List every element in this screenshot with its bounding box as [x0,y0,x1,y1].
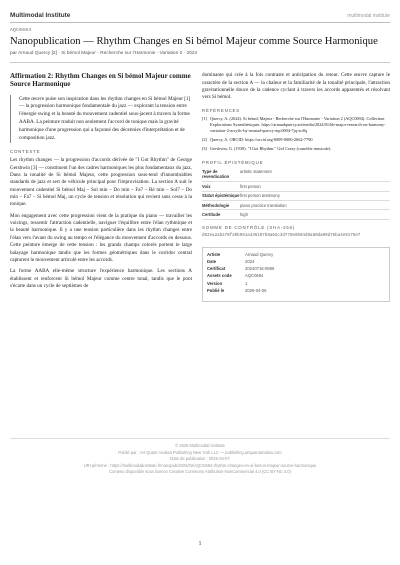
profile-value: first person [240,182,390,191]
top-bar [10,12,390,23]
footer-date: Date de publication : 2026-04-07 [170,456,230,462]
meta-value: 2026-04-06 [245,287,267,293]
profile-key: Statut épistémique [202,191,240,200]
reference-number: [1] [202,115,208,121]
reference-number: [3] [202,145,208,151]
byline: par Arnaud Quercy [2] · Si bémol Majeur - Recherche sur l'Harmonie - Variation 2 · 2024 [10,51,390,63]
table-row [202,191,390,200]
body-paragraph: Les rhythm changes — la progression d'accords dérivée de "I Got Rhythm" de George Gershwin [3] — constituent l'un des cadres harmoniques les plus fondamentaux du jazz. Dans la tonalité de Si bémol Majeur, cette progression sous-tend d'innombrables standards de jazz et sert de véhicule principal pour l'improvisation. La section A suit le mouvement cadentiel Si bémol Maj – Sol min – Do min – Fa7 – Ré min – Sol7 – Do min – Fa7 – Si bémol Maj, un cycle de tension et résolution qui revient sans cesse à la tonique. [10,157,192,208]
footer-license: Contenu disponible sous licence Creative Commons Attribution-NonCommercial 4.0 (CC BY-NC 4.0) [109,469,291,475]
profile-value: first person testimony [240,191,390,200]
metadata-box [202,247,390,302]
checksum-value: d62ea2a5278f20b991a436107b9a62c3d770e9b94d9a80da09d75ba4e9175e7 [202,233,361,238]
table-row [202,210,390,219]
references-list [202,116,390,152]
table-row [207,280,385,287]
table-row [207,287,385,294]
meta-value: 1 [245,280,248,286]
table-row [202,168,390,182]
footer-copyright: © 2026 Multimodal Institute [175,443,225,448]
table-row [207,251,385,258]
reference-text[interactable]: Quercy, A. (2024). Si bémol Majeur - Recherche sur l'Harmonie - Variation 2 (AQC0694). Collection Explorations Synesthésiques. https://arnaudquercy.art/media/2024/01/bb-major-research-on-harmony-variation-2-acrylic-by-arnaud-quercy-aqc0694-7jq-xo8q [210,115,386,133]
reference-text: Gershwin, G. (1930). "I Got Rhythm." Girl Crazy (comédie musicale). [210,145,332,151]
affirmation-heading: Affirmation 2: Rhythm Changes en Si bémol Majeur comme Source Harmonique [10,72,191,89]
reference-item [202,146,390,152]
meta-key: Publié le [207,287,225,293]
meta-key: Artiste [207,251,221,257]
brand-name: Multimodal Institute [10,12,71,19]
footer-uri[interactable]: URI pérenne : https://multimodalinstitute.fr/nanopub/2026/02/AQC0694-rhythm-changes-en-si-bemol-majeur-source-harmonique [83,462,317,468]
body-paragraph: La forme AABA elle-même structure l'expérience harmonique. Les sections A établissent et renforcent Si bémol Majeur comme centre tonal, tandis que le pont s'écarte dans un cycle de septièmes de [10,268,192,289]
references-label: RÉFÉRENCES [202,107,241,113]
meta-key: Version [207,280,223,286]
table-row [207,258,385,265]
profile-label: PROFIL ÉPISTÉMIQUE [202,159,264,165]
checksum-label: SOMME DE CONTRÔLE (SHA-256) [202,224,296,230]
footer-publisher[interactable]: Publié par : Art Quant Analisa Publishing New York LLC — publishing.artquantanalisa.com [118,449,282,455]
meta-value: Arnaud Quercy [245,251,274,257]
table-row [202,200,390,209]
page-footer [10,438,390,476]
reference-item [202,116,390,134]
left-column [10,72,192,302]
meta-key: Certificat [207,266,226,272]
profile-key: Méthodologie [202,200,240,209]
profile-key: Certitude [202,210,240,219]
reference-text[interactable]: Quercy, A. ORCID: https://orcid.org/0009-0000-2662-7790 [210,136,313,142]
profile-value: high [240,210,390,219]
profile-key: Voix [202,182,240,191]
document-id: AQC0694 [10,28,32,33]
meta-value: AQC0694 [245,273,264,279]
body-paragraph-continued: dominante qui crée à la fois contraste et anticipation du retour. Cette œuvre capture le caractère de la section A — la chaleur et la familiarité de la tonalité principale, l'attraction gravitationnelle douce de la cadence cyclant à travers les accords apparentés et résolvant vers Si bémol. [202,72,390,101]
meta-key: Date [207,258,217,264]
meta-value: 20240716-0596 [245,266,275,272]
metadata-table [207,251,385,294]
table-row [207,265,385,272]
page-number: 1 [198,541,202,547]
profile-key: Type de revendication [202,168,240,182]
table-row [202,182,390,191]
meta-key: Assets code [207,273,232,279]
brand-name-right: multimodal institute [347,13,390,19]
context-label: CONTEXTE [10,149,41,155]
abstract-quote: Cette œuvre puise son inspiration dans les rhythm changes en Si bémol Majeur [1] — la progression harmonique fondamentale du jazz — explorant la tension entre l'énergie swing et la beauté du mouvement cadentiel sous-jacent à travers la forme AABA. La peinture traduit non seulement l'accord de tonique mais la gravité harmonique d'une progression qui a façonné des décennies d'interprétation et de composition jazz. [10,95,192,144]
table-row [207,272,385,279]
reference-number: [2] [202,136,208,142]
profile-value: piano practice translation [240,200,390,209]
reference-item [202,137,390,143]
profile-value: artistic statement [240,168,390,182]
right-column [202,72,390,302]
meta-value: 2024 [245,258,255,264]
page-title: Nanopublication — Rhythm Changes en Si bémol Majeur comme Source Harmonique [10,36,378,47]
body-paragraph: Mon engagement avec cette progression vient de la pratique du piano — travailler les voicings, ressentir l'attraction cadentielle, naviguer l'équilibre entre l'élan rythmique et la beauté harmonique. Il y a une tension particulière dans les rhythm changes entre l'élan vers l'avant du swing au tempo et l'élégance du mouvement d'accords en dessous. Cette peinture émerge de cette tension : les grands champs colorés portent le large balayage harmonique tandis que les formes géométriques dans le corridor central capturent le mouvement articulé entre les accords. [10,212,192,263]
content-columns [10,72,390,302]
profile-table [202,168,390,220]
